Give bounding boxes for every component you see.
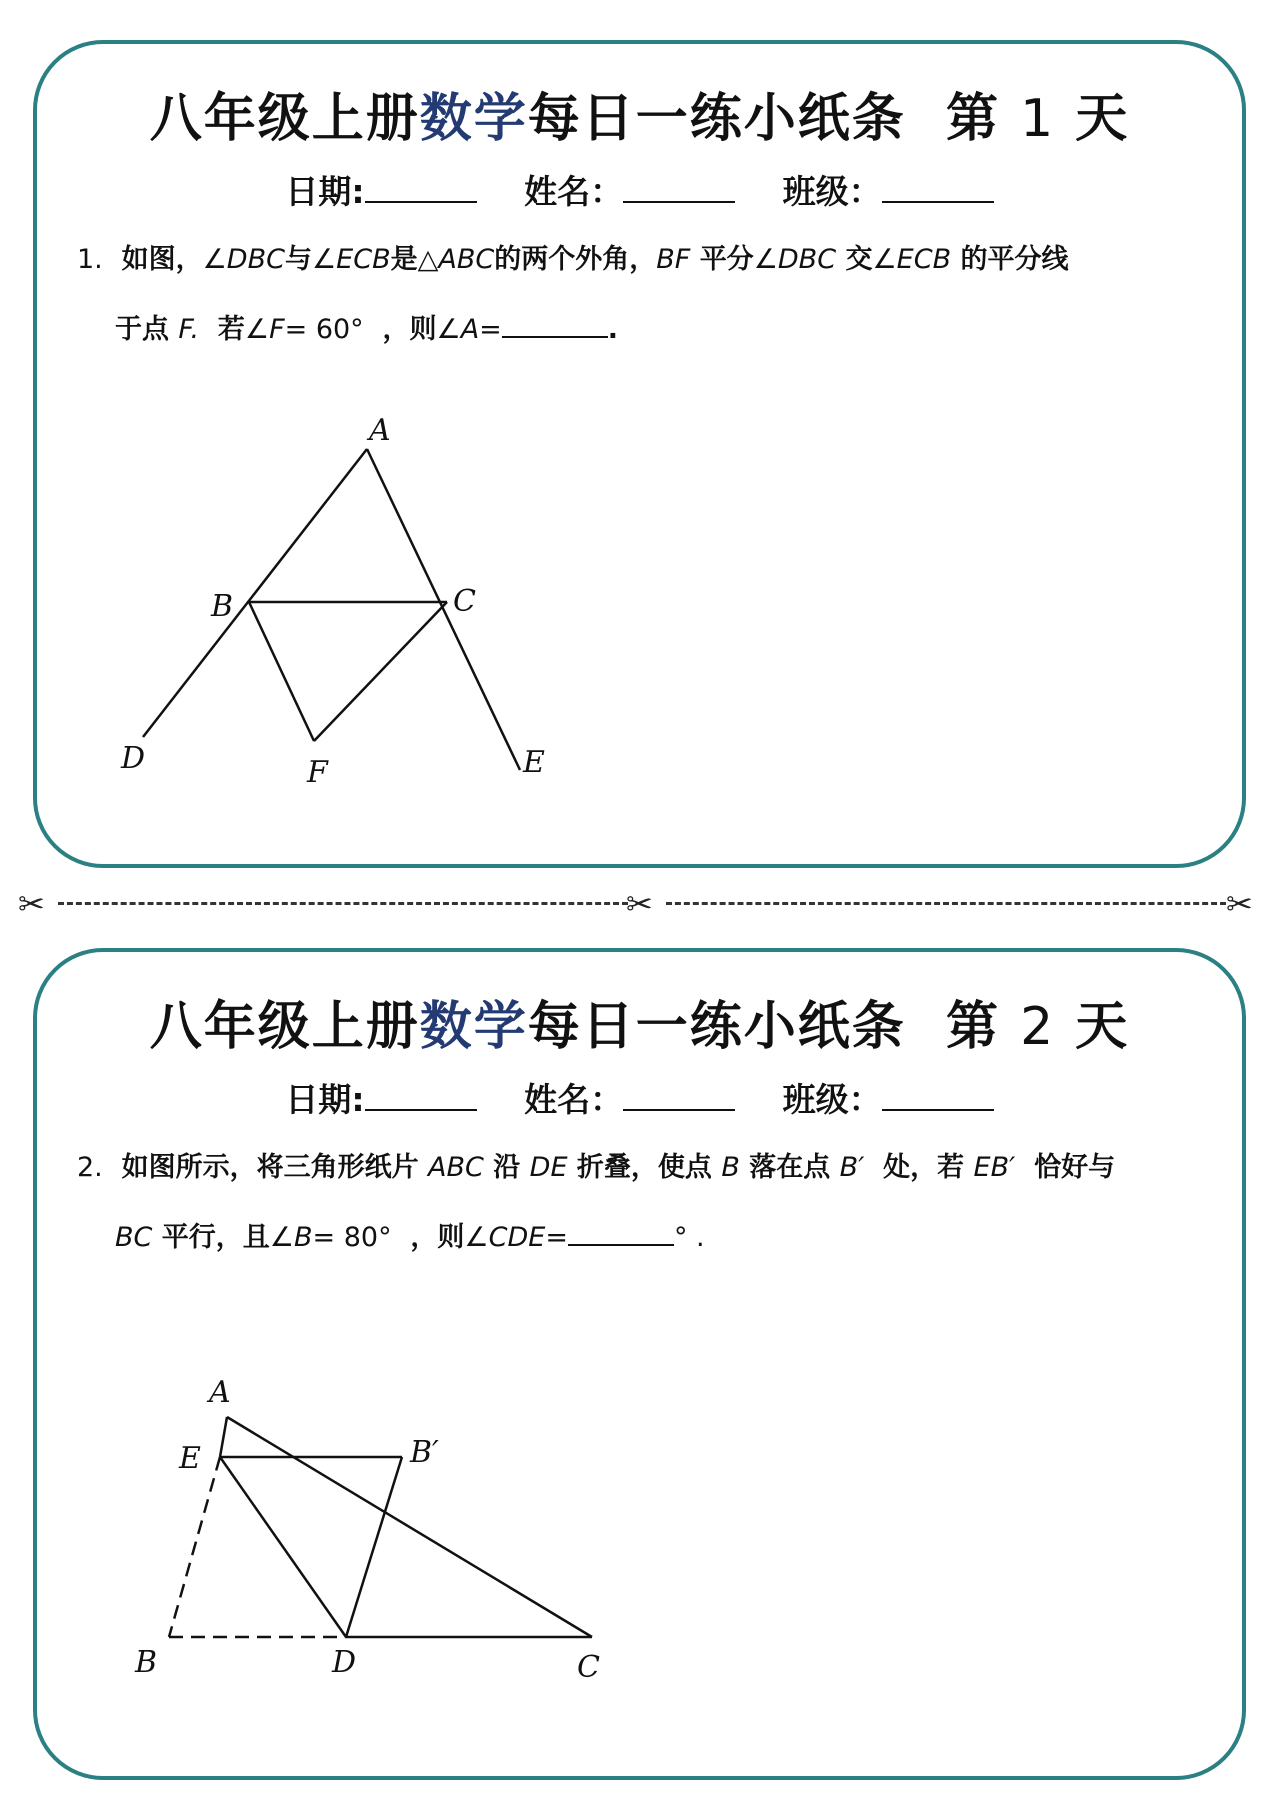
q-math: = <box>479 314 502 345</box>
q-math: DE <box>529 1152 568 1183</box>
q-text: . <box>607 314 619 345</box>
label-A: A <box>369 413 391 448</box>
label-E: E <box>523 745 545 780</box>
q-math: ABC <box>427 1152 484 1183</box>
q-math: = <box>545 1222 568 1253</box>
q-text: 与 <box>284 244 312 275</box>
q-math: ∠B <box>269 1222 313 1253</box>
name-blank[interactable] <box>623 1079 735 1111</box>
class-label: 班级： <box>782 172 882 211</box>
dashed-divider-right <box>666 902 1226 905</box>
day-number: 2 <box>1020 997 1056 1057</box>
q-text: 如图所示，将三角形纸片 <box>121 1152 419 1183</box>
practice-card-day-1 <box>33 40 1246 868</box>
label-D: D <box>332 1645 357 1680</box>
q-text: 恰好与 <box>1034 1152 1116 1183</box>
q-math: ∠DBC <box>202 244 285 275</box>
scissors-icon: ✂ <box>18 885 45 923</box>
line-AE <box>367 449 520 770</box>
q-math: ∠F <box>244 314 285 345</box>
q-math: ∠DBC <box>753 244 837 275</box>
name-blank[interactable] <box>623 171 735 203</box>
date-label: 日期: <box>285 1080 365 1119</box>
date-field[interactable] <box>285 166 476 213</box>
label-Bp: B′ <box>410 1435 439 1470</box>
class-field[interactable] <box>783 1074 994 1121</box>
question-1-line-1 <box>77 240 1212 280</box>
label-A: A <box>209 1375 231 1410</box>
question-number: 2. <box>77 1152 103 1183</box>
day-unit: 天 <box>1075 997 1130 1057</box>
card-title <box>37 76 1242 151</box>
q-math: B′ <box>839 1152 865 1183</box>
q-math: ∠ECB <box>311 244 391 275</box>
name-field[interactable] <box>524 1074 735 1121</box>
label-C: C <box>453 584 476 619</box>
label-D: D <box>121 741 146 776</box>
question-1-line-2 <box>115 308 1212 350</box>
info-fields <box>37 1074 1242 1121</box>
q-text: 交 <box>845 244 873 275</box>
label-E: E <box>179 1441 201 1476</box>
q-text: 折叠，使点 <box>576 1152 712 1183</box>
q-text: 平行，且 <box>161 1222 270 1253</box>
question-2-line-2 <box>115 1216 1212 1258</box>
practice-card-day-2 <box>33 948 1246 1780</box>
dashed-divider-left <box>58 902 628 905</box>
scissors-icon: ✂ <box>626 885 653 923</box>
q-math: F. <box>178 314 200 345</box>
q-text: 如图， <box>121 244 203 275</box>
q-text: 的两个外角， <box>494 244 657 275</box>
q-math: ∠CDE <box>464 1222 546 1253</box>
q-math: ∠A <box>436 314 480 345</box>
title-accent: 数学 <box>419 89 528 149</box>
info-fields <box>37 166 1242 213</box>
date-blank[interactable] <box>365 1079 477 1111</box>
q-math: BF <box>656 244 691 275</box>
q-text: 于点 <box>115 314 169 345</box>
label-B: B <box>211 589 234 624</box>
q-text: 的平分线 <box>960 244 1069 275</box>
line-AD <box>143 449 367 737</box>
q-text: 沿 <box>493 1152 521 1183</box>
q-math: BC <box>115 1222 153 1253</box>
date-field[interactable] <box>285 1074 476 1121</box>
title-prefix: 八年级上册 <box>149 997 420 1057</box>
q-text: 若 <box>217 314 245 345</box>
class-field[interactable] <box>783 166 994 213</box>
card-title <box>37 984 1242 1059</box>
day-number: 1 <box>1020 89 1056 149</box>
q-text: ，则 <box>410 1222 465 1253</box>
question-number: 1. <box>77 244 103 275</box>
answer-blank[interactable] <box>502 308 608 338</box>
line-ED <box>220 1457 346 1637</box>
line-BF <box>249 602 314 741</box>
line-CF <box>314 602 447 741</box>
class-blank[interactable] <box>882 171 994 203</box>
scissors-icon: ✂ <box>1226 885 1253 923</box>
q-math: △ABC <box>417 244 495 275</box>
q-text: 落在点 <box>749 1152 831 1183</box>
label-B: B <box>135 1645 158 1680</box>
title-suffix: 每日一练小纸条 <box>527 89 906 149</box>
q-math: ∠ECB <box>872 244 952 275</box>
label-F: F <box>307 755 328 790</box>
answer-blank[interactable] <box>568 1216 674 1246</box>
cut-line <box>18 883 1262 923</box>
q-text: 是 <box>390 244 418 275</box>
figure-fold-triangle <box>77 1372 637 1732</box>
line-AE <box>220 1417 227 1457</box>
day-label: 第 <box>945 997 1000 1057</box>
title-prefix: 八年级上册 <box>149 89 420 149</box>
name-label: 姓名： <box>524 1080 624 1119</box>
q-math: EB′ <box>973 1152 1016 1183</box>
line-BpD <box>346 1457 402 1637</box>
q-text: ° . <box>673 1222 705 1253</box>
name-label: 姓名： <box>524 172 624 211</box>
q-math: = 60° <box>284 314 364 345</box>
date-blank[interactable] <box>365 171 477 203</box>
day-label: 第 <box>945 89 1000 149</box>
label-C: C <box>577 1650 600 1685</box>
class-label: 班级： <box>782 1080 882 1119</box>
class-blank[interactable] <box>882 1079 994 1111</box>
line-EB-dashed <box>169 1457 220 1637</box>
q-text: 处，若 <box>883 1152 965 1183</box>
q-math: = 80° <box>312 1222 392 1253</box>
figure-triangle-1 <box>77 404 597 824</box>
date-label: 日期: <box>285 172 365 211</box>
q-text: 平分 <box>699 244 754 275</box>
q-math: B <box>721 1152 740 1183</box>
question-2-line-1 <box>77 1148 1212 1188</box>
title-suffix: 每日一练小纸条 <box>527 997 906 1057</box>
q-text: ，则 <box>382 314 437 345</box>
day-unit: 天 <box>1075 89 1130 149</box>
title-accent: 数学 <box>419 997 528 1057</box>
name-field[interactable] <box>524 166 735 213</box>
